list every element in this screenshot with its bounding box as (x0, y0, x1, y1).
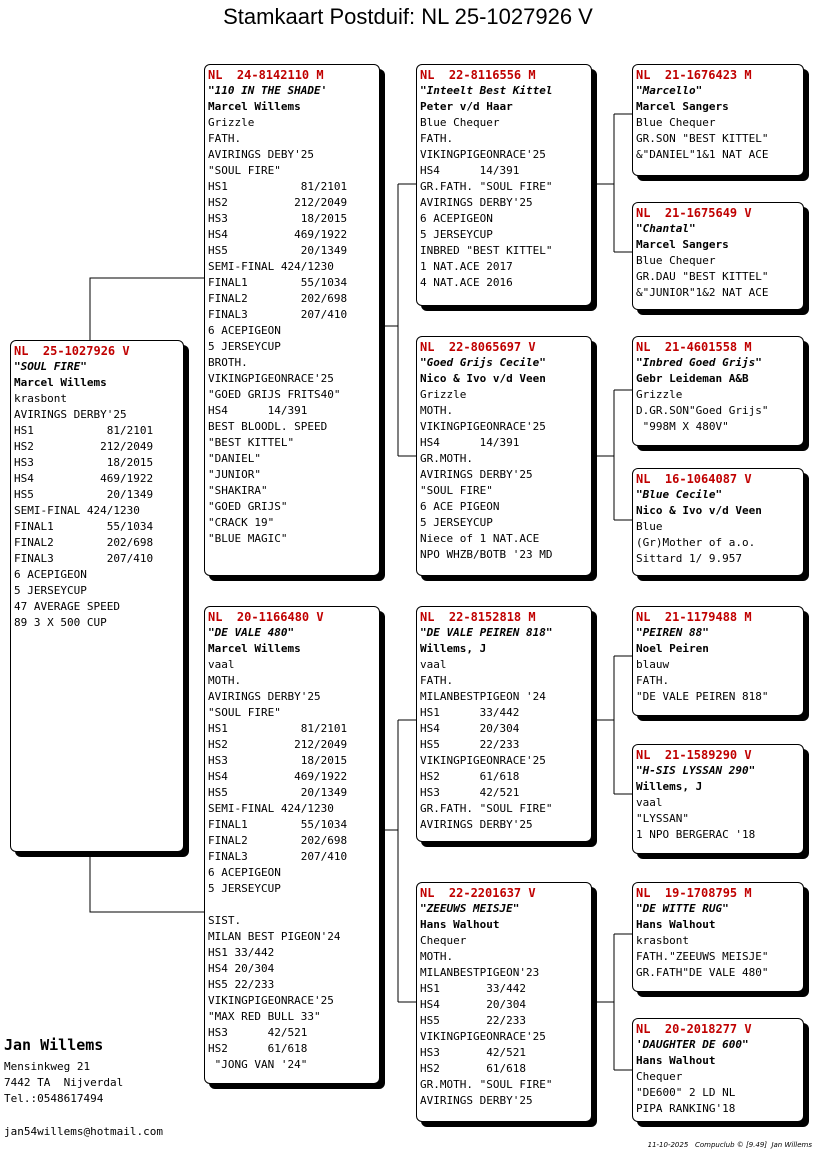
pigeon-name: "DE WITTE RUG" (636, 902, 729, 915)
ring-number: NL 21-1675649 V (636, 206, 752, 220)
info-line: HS3 18/2015 (208, 754, 348, 767)
ring-number: NL 21-4601558 M (636, 340, 752, 354)
breeder-email: jan54willems@hotmail.com (4, 1125, 163, 1138)
owner-name: Marcel Sangers (636, 238, 729, 251)
info-line: SIST. (208, 914, 242, 927)
info-line: AVIRINGS DERBY'25 (208, 690, 321, 703)
info-line: 47 AVERAGE SPEED (14, 600, 120, 613)
info-line: Chequer (420, 934, 467, 947)
info-line: HS3 18/2015 (14, 456, 154, 469)
pigeon-name: "Inbred Goed Grijs" (636, 356, 762, 369)
info-line: HS3 42/521 (208, 1026, 308, 1039)
info-line: 6 ACEPIGEON (420, 212, 493, 225)
pigeon-name: "SOUL FIRE" (14, 360, 87, 373)
info-line: MILAN BEST PIGEON'24 (208, 930, 341, 943)
card-subject (10, 340, 184, 852)
info-line: AVIRINGS DEBY'25 (208, 148, 314, 161)
info-line: FINAL1 55/1034 (14, 520, 154, 533)
info-line: Grizzle (208, 116, 255, 129)
info-line: GR.DAU "BEST KITTEL" (636, 270, 769, 283)
info-line: Blue Chequer (636, 116, 716, 129)
ring-number: NL 20-1166480 V (208, 610, 324, 624)
info-line: 5 JERSEYCUP (420, 516, 493, 529)
ring-number: NL 21-1589290 V (636, 748, 752, 762)
info-line: "SOUL FIRE" (420, 484, 493, 497)
footer-credit: 11-10-2025 Compuclub © [9.49] Jan Willems (647, 1141, 812, 1149)
info-line: krasbont (636, 934, 689, 947)
info-line: PIPA RANKING'18 (636, 1102, 736, 1115)
card-father-mother (416, 336, 592, 576)
owner-name: Willems, J (420, 642, 487, 655)
info-line: MOTH. (208, 674, 242, 687)
info-line: "DANIEL" (208, 452, 261, 465)
info-line: AVIRINGS DERBY'25 (420, 196, 533, 209)
owner-name: Hans Walhout (636, 1054, 716, 1067)
info-line: 89 3 X 500 CUP (14, 616, 107, 629)
info-line: HS5 22/233 (420, 738, 520, 751)
breeder-address: Mensinkweg 21 (4, 1060, 91, 1073)
card-ffm (632, 202, 804, 310)
info-line: Blue Chequer (636, 254, 716, 267)
info-line: "SHAKIRA" (208, 484, 268, 497)
ring-number: NL 25-1027926 V (14, 344, 130, 358)
info-line: vaal (420, 658, 447, 671)
info-line: FATH."ZEEUWS MEISJE" (636, 950, 769, 963)
info-line: SEMI-FINAL 424/1230 (208, 802, 334, 815)
owner-name: Peter v/d Haar (420, 100, 513, 113)
info-line: HS3 18/2015 (208, 212, 348, 225)
info-line: "GOED GRIJS FRITS40" (208, 388, 341, 401)
breeder-city: 7442 TA Nijverdal (4, 1076, 124, 1089)
info-line: BEST BLOODL. SPEED (208, 420, 328, 433)
ring-number: NL 21-1179488 M (636, 610, 752, 624)
info-line: 1 NPO BERGERAC '18 (636, 828, 756, 841)
info-line: "998M X 480V" (636, 420, 729, 433)
ring-number: NL 24-8142110 M (208, 68, 324, 82)
owner-name: Marcel Willems (208, 100, 301, 113)
info-line: Grizzle (420, 388, 467, 401)
info-line: HS3 42/521 (420, 786, 520, 799)
owner-name: Marcel Willems (14, 376, 107, 389)
info-line: FINAL3 207/410 (208, 850, 348, 863)
owner-name: Willems, J (636, 780, 703, 793)
info-line: 5 JERSEYCUP (14, 584, 87, 597)
info-line: FATH. (420, 674, 454, 687)
info-line: FATH. (208, 132, 242, 145)
ring-number: NL 21-1676423 M (636, 68, 752, 82)
info-line: Sittard 1/ 9.957 (636, 552, 742, 565)
card-mfm (632, 744, 804, 854)
info-line: vaal (208, 658, 235, 671)
info-line: HS2 61/618 (420, 770, 520, 783)
info-line: AVIRINGS DERBY'25 (420, 1094, 533, 1107)
info-line: HS4 20/304 (420, 998, 526, 1011)
card-fff (632, 64, 804, 176)
owner-name: Hans Walhout (420, 918, 500, 931)
breeder-phone: Tel.:0548617494 (4, 1092, 104, 1105)
owner-name: Marcel Sangers (636, 100, 729, 113)
info-line: Niece of 1 NAT.ACE (420, 532, 540, 545)
info-line: HS5 20/1349 (208, 244, 348, 257)
info-line: VIKINGPIGEONRACE'25 (208, 994, 334, 1007)
owner-name: Gebr Leideman A&B (636, 372, 749, 385)
card-mmm (632, 1018, 804, 1122)
info-line: HS2 212/2049 (208, 196, 348, 209)
info-line: HS4 14/391 (420, 436, 520, 449)
info-line: HS2 212/2049 (14, 440, 154, 453)
info-line: VIKINGPIGEONRACE'25 (208, 372, 334, 385)
info-line: HS4 20/304 (208, 962, 275, 975)
info-line: "DE600" 2 LD NL (636, 1086, 736, 1099)
info-line: 5 JERSEYCUP (208, 340, 281, 353)
ring-number: NL 16-1064087 V (636, 472, 752, 486)
info-line: HS2 61/618 (420, 1062, 526, 1075)
info-line: GR.MOTH. (420, 452, 473, 465)
info-line: GR.MOTH. "SOUL FIRE" (420, 1078, 553, 1091)
info-line: FINAL1 55/1034 (208, 276, 348, 289)
info-line: MILANBESTPIGEON'23 (420, 966, 540, 979)
info-line: D.GR.SON"Goed Grijs" (636, 404, 769, 417)
info-line: "LYSSAN" (636, 812, 689, 825)
info-line: 6 ACEPIGEON (14, 568, 87, 581)
card-mmf (632, 882, 804, 992)
info-line: blauw (636, 658, 670, 671)
info-line: FINAL2 202/698 (208, 292, 348, 305)
info-line: SEMI-FINAL 424/1230 (14, 504, 140, 517)
info-line: INBRED "BEST KITTEL" (420, 244, 553, 257)
info-line: HS5 22/233 (208, 978, 275, 991)
info-line: AVIRINGS DERBY'25 (14, 408, 127, 421)
info-line: MOTH. (420, 950, 454, 963)
info-line: 1 NAT.ACE 2017 (420, 260, 513, 273)
info-line: FINAL2 202/698 (208, 834, 348, 847)
info-line: &"JUNIOR"1&2 NAT ACE (636, 286, 769, 299)
info-line: HS4 14/391 (208, 404, 308, 417)
info-line: GR.FATH"DE VALE 480" (636, 966, 769, 979)
card-fmf (632, 336, 804, 446)
ring-number: NL 22-8116556 M (420, 68, 536, 82)
info-line: 6 ACE PIGEON (420, 500, 500, 513)
info-line: "MAX RED BULL 33" (208, 1010, 321, 1023)
pigeon-name: "DE VALE 480" (208, 626, 295, 639)
pigeon-name: "H-SIS LYSSAN 290" (636, 764, 756, 777)
info-line: HS2 212/2049 (208, 738, 348, 751)
info-line: FINAL1 55/1034 (208, 818, 348, 831)
owner-name: Marcel Willems (208, 642, 301, 655)
ring-number: NL 22-2201637 V (420, 886, 536, 900)
info-line: Blue Chequer (420, 116, 500, 129)
info-line: HS3 42/521 (420, 1046, 526, 1059)
info-line: HS1 81/2101 (208, 180, 348, 193)
pigeon-name: "Blue Cecile" (636, 488, 723, 501)
info-line: HS1 33/442 (420, 982, 526, 995)
pigeon-name: "Marcello" (636, 84, 703, 97)
info-line: FINAL3 207/410 (208, 308, 348, 321)
pigeon-name: "ZEEUWS MEISJE" (420, 902, 520, 915)
info-line: VIKINGPIGEONRACE'25 (420, 754, 546, 767)
card-father (204, 64, 380, 576)
card-father-father (416, 64, 592, 306)
info-line: "SOUL FIRE" (208, 164, 281, 177)
info-line: GR.SON "BEST KITTEL" (636, 132, 769, 145)
info-line: "CRACK 19" (208, 516, 275, 529)
info-line: 4 NAT.ACE 2016 (420, 276, 513, 289)
info-line: Blue (636, 520, 663, 533)
info-line: HS4 469/1922 (208, 770, 348, 783)
info-line: GR.FATH. "SOUL FIRE" (420, 802, 553, 815)
owner-name: Nico & Ivo v/d Veen (636, 504, 762, 517)
info-line: 5 JERSEYCUP (420, 228, 493, 241)
info-line: 6 ACEPIGEON (208, 324, 281, 337)
info-line: (Gr)Mother of a.o. (636, 536, 756, 549)
info-line: NPO WHZB/BOTB '23 MD (420, 548, 553, 561)
info-line: "DE VALE PEIREN 818" (636, 690, 769, 703)
pigeon-name: 'DAUGHTER DE 600" (636, 1038, 749, 1051)
pigeon-name: "DE VALE PEIREN 818" (420, 626, 553, 639)
info-line: HS4 14/391 (420, 164, 520, 177)
info-line: VIKINGPIGEONRACE'25 (420, 1030, 546, 1043)
info-line: vaal (636, 796, 663, 809)
owner-name: Nico & Ivo v/d Veen (420, 372, 546, 385)
info-line: HS2 61/618 (208, 1042, 308, 1055)
page-title: Stamkaart Postduif: NL 25-1027926 V (223, 4, 593, 29)
info-line: &"DANIEL"1&1 NAT ACE (636, 148, 769, 161)
pigeon-name: "Inteelt Best Kittel (420, 84, 553, 97)
card-mother (204, 606, 380, 1084)
info-line: 5 JERSEYCUP (208, 882, 281, 895)
ring-number: NL 20-2018277 V (636, 1022, 752, 1036)
info-line: HS4 469/1922 (208, 228, 348, 241)
info-line: HS5 20/1349 (14, 488, 154, 501)
pigeon-name: "Chantal" (636, 222, 696, 235)
info-line: VIKINGPIGEONRACE'25 (420, 148, 546, 161)
ring-number: NL 22-8065697 V (420, 340, 536, 354)
info-line: Grizzle (636, 388, 683, 401)
info-line: krasbont (14, 392, 67, 405)
info-line: HS5 20/1349 (208, 786, 348, 799)
info-line: AVIRINGS DERBY'25 (420, 468, 533, 481)
card-mff (632, 606, 804, 716)
pigeon-name: "PEIREN 88" (636, 626, 709, 639)
info-line: FINAL3 207/410 (14, 552, 154, 565)
info-line: "BLUE MAGIC" (208, 532, 288, 545)
info-line: Chequer (636, 1070, 683, 1083)
info-line: HS5 22/233 (420, 1014, 526, 1027)
owner-name: Noel Peiren (636, 642, 709, 655)
owner-name: Hans Walhout (636, 918, 716, 931)
ring-number: NL 22-8152818 M (420, 610, 536, 624)
card-mother-father (416, 606, 592, 842)
info-line: HS1 81/2101 (208, 722, 348, 735)
card-fmm (632, 468, 804, 576)
info-line: MOTH. (420, 404, 454, 417)
info-line: VIKINGPIGEONRACE'25 (420, 420, 546, 433)
info-line: 6 ACEPIGEON (208, 866, 281, 879)
info-line: "JUNIOR" (208, 468, 261, 481)
info-line: HS4 20/304 (420, 722, 520, 735)
info-line: "JONG VAN '24" (208, 1058, 308, 1071)
info-line: HS1 81/2101 (14, 424, 154, 437)
info-line: FATH. (636, 674, 670, 687)
info-line (208, 897, 379, 913)
info-line: MILANBESTPIGEON '24 (420, 690, 546, 703)
info-line: FATH. (420, 132, 454, 145)
info-line: HS1 33/442 (420, 706, 520, 719)
info-line: FINAL2 202/698 (14, 536, 154, 549)
info-line: SEMI-FINAL 424/1230 (208, 260, 334, 273)
info-line: "BEST KITTEL" (208, 436, 295, 449)
info-line: AVIRINGS DERBY'25 (420, 818, 533, 831)
card-mother-mother (416, 882, 592, 1122)
info-line: GR.FATH. "SOUL FIRE" (420, 180, 553, 193)
pigeon-name: "110 IN THE SHADE' (208, 84, 328, 97)
ring-number: NL 19-1708795 M (636, 886, 752, 900)
info-line: HS4 469/1922 (14, 472, 154, 485)
info-line: "GOED GRIJS" (208, 500, 288, 513)
info-line: BROTH. (208, 356, 248, 369)
info-line: "SOUL FIRE" (208, 706, 281, 719)
breeder-name: Jan Willems (4, 1036, 104, 1054)
info-line: HS1 33/442 (208, 946, 275, 959)
pigeon-name: "Goed Grijs Cecile" (420, 356, 546, 369)
